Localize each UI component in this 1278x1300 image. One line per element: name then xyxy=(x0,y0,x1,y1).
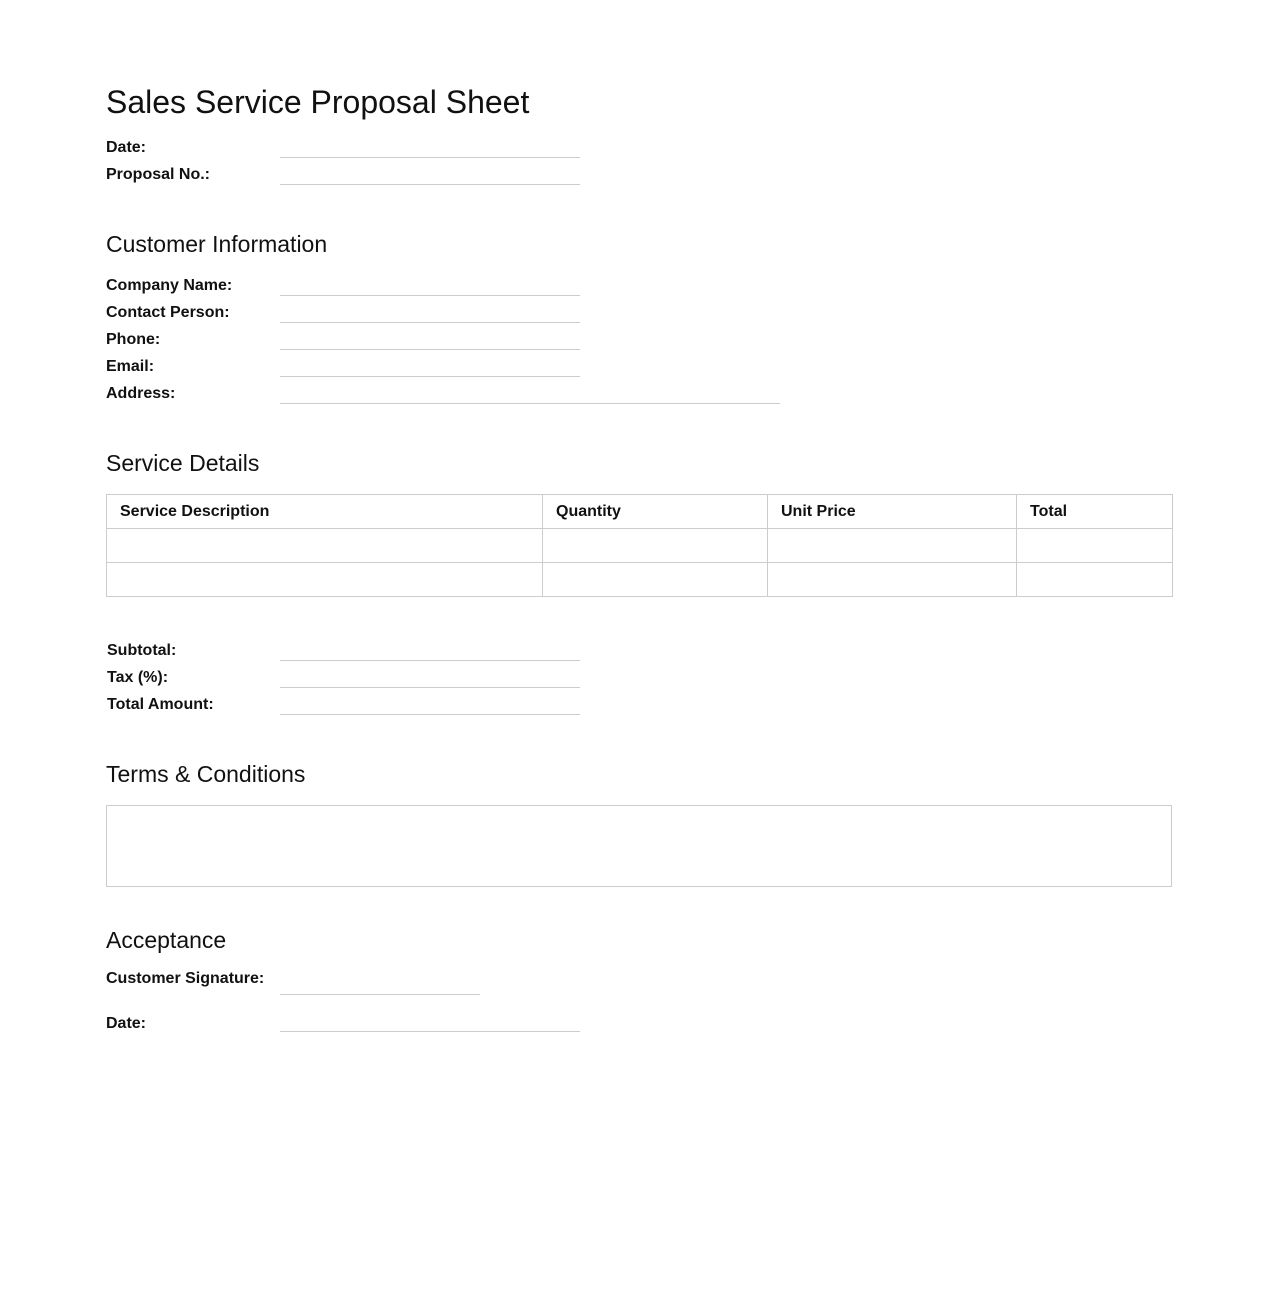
email-field[interactable] xyxy=(280,376,580,377)
phone-field[interactable] xyxy=(280,349,580,350)
quantity-cell[interactable] xyxy=(543,529,768,563)
col-quantity: Quantity xyxy=(543,495,768,529)
tax-label: Tax (%): xyxy=(107,669,169,686)
service-description-cell[interactable] xyxy=(107,529,543,563)
terms-textarea[interactable] xyxy=(106,805,1172,887)
page-title: Sales Service Proposal Sheet xyxy=(106,84,530,120)
acceptance-date-field[interactable] xyxy=(280,1031,580,1032)
total-amount-row xyxy=(106,695,806,715)
total-cell[interactable] xyxy=(1017,529,1173,563)
service-description-cell[interactable] xyxy=(107,563,543,597)
company-name-field[interactable] xyxy=(280,295,580,296)
table-row xyxy=(107,563,1173,597)
phone-label: Phone: xyxy=(106,331,161,348)
terms-heading: Terms & Conditions xyxy=(106,761,306,787)
contact-row xyxy=(106,303,806,323)
proposal-no-label: Proposal No.: xyxy=(106,166,211,183)
acceptance-heading: Acceptance xyxy=(106,927,227,953)
signature-row xyxy=(106,969,806,989)
address-row xyxy=(106,384,806,404)
col-unit-price: Unit Price xyxy=(768,495,1017,529)
subtotal-field[interactable] xyxy=(280,660,580,661)
contact-person-label: Contact Person: xyxy=(106,304,230,321)
service-table xyxy=(106,494,1173,597)
col-total: Total xyxy=(1017,495,1173,529)
proposal-no-row xyxy=(106,165,806,185)
acceptance-date-row xyxy=(106,1014,806,1034)
subtotal-label: Subtotal: xyxy=(107,642,177,659)
customer-signature-label: Customer Signature: xyxy=(106,970,265,987)
tax-field[interactable] xyxy=(280,687,580,688)
date-field[interactable] xyxy=(280,157,580,158)
unit-price-cell[interactable] xyxy=(768,563,1017,597)
proposal-no-field[interactable] xyxy=(280,184,580,185)
unit-price-cell[interactable] xyxy=(768,529,1017,563)
date-label: Date: xyxy=(106,139,147,156)
company-row xyxy=(106,276,806,296)
date-row xyxy=(106,138,806,158)
service-table-header xyxy=(107,495,1173,529)
total-cell[interactable] xyxy=(1017,563,1173,597)
col-service-description: Service Description xyxy=(107,495,543,529)
email-label: Email: xyxy=(106,358,155,375)
total-amount-label: Total Amount: xyxy=(107,696,214,713)
contact-person-field[interactable] xyxy=(280,322,580,323)
subtotal-row xyxy=(106,641,806,661)
address-field[interactable] xyxy=(280,403,780,404)
acceptance-date-label: Date: xyxy=(106,1015,147,1032)
company-name-label: Company Name: xyxy=(106,277,233,294)
service-details-heading: Service Details xyxy=(106,450,260,476)
email-row xyxy=(106,357,806,377)
customer-signature-field[interactable] xyxy=(280,994,480,995)
customer-info-heading: Customer Information xyxy=(106,231,328,257)
quantity-cell[interactable] xyxy=(543,563,768,597)
tax-row xyxy=(106,668,806,688)
total-amount-field[interactable] xyxy=(280,714,580,715)
phone-row xyxy=(106,330,806,350)
address-label: Address: xyxy=(106,385,176,402)
table-row xyxy=(107,529,1173,563)
